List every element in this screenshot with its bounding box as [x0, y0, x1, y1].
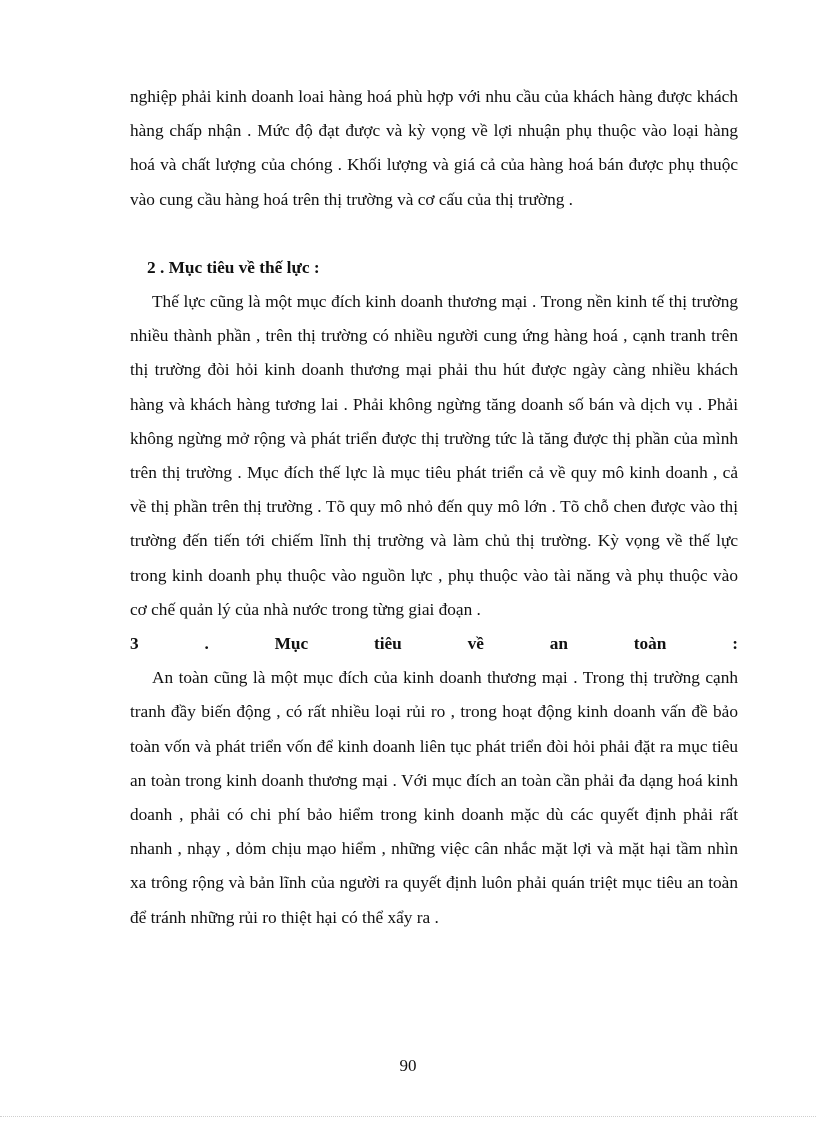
section-3-heading: [130, 627, 738, 661]
page-number: 90: [399, 1056, 417, 1075]
section-3-heading-word: về: [467, 634, 484, 654]
section-3-heading-word: :: [732, 634, 738, 654]
section-3-heading-word: 3: [130, 634, 139, 654]
section-3-heading-word: Mục: [274, 634, 309, 654]
section-3-heading-word: .: [204, 634, 209, 654]
section-3-heading-word: an: [549, 634, 568, 654]
section-2-heading: 2 . Mục tiêu về thế lực :: [147, 257, 320, 277]
section-3-heading-word: tiêu: [373, 634, 402, 654]
page-bottom-divider: [0, 1116, 816, 1117]
section-2-body: Thế lực cũng là một mục đích kinh doanh thương mại . Trong nền kinh tế thị trường nhiều thành phần , trên thị trường có nhiều người cung ứng hàng hoá , cạnh tranh trên thị trường đòi hỏi kinh doanh thương mại phải thu hút được ngày càng nhiều khách hàng và khách hàng tương lai . Phải không ngừng tăng doanh số bán và dịch vụ . Phải không ngừng mở rộng và phát triển được thị trường tức là tăng được thị phần của mình trên thị trường . Mục đích thế lực là mục tiêu phát triển cả về quy mô kinh doanh , cả về thị phần trên thị trường . Tõ quy mô nhỏ đến quy mô lớn . Tõ chỗ chen được vào thị trường đến tiến tới chiếm lĩnh thị trường và làm chủ thị trường. Kỳ vọng về thế lực trong kinh doanh phụ thuộc vào nguồn lực , phụ thuộc vào tài năng và phụ thuộc vào cơ chế quản lý của nhà nước trong từng giai đoạn .: [130, 292, 738, 619]
section-3-body: An toàn cũng là một mục đích của kinh doanh thương mại . Trong thị trường cạnh tranh đầy biến động , có rất nhiều loại rủi ro , trong hoạt động kinh doanh vấn đề bảo toàn vốn và phát triển vốn để kinh doanh liên tục phát triển đòi hỏi phải đặt ra mục tiêu an toàn trong kinh doanh thương mại . Với mục đích an toàn cần phải đa dạng hoá kinh doanh , phải có chi phí bảo hiểm trong kinh doanh mặc dù các quyết định phải rất nhanh , nhạy , dỏm chịu mạo hiểm , những việc cân nhắc mặt lợi và mặt hại tầm nhìn xa trông rộng và bản lĩnh của người ra quyết định luôn phải quán triệt mục tiêu an toàn để tránh những rủi ro thiệt hại có thể xẩy ra .: [130, 668, 738, 927]
section-3-heading-word: toàn: [633, 634, 667, 654]
page-content: [130, 80, 738, 935]
paragraph-intro: nghiệp phải kinh doanh loai hàng hoá phù hợp với nhu cầu của khách hàng được khách hàng chấp nhận . Mức độ đạt được và kỳ vọng về lợi nhuận phụ thuộc vào loại hàng hoá và chất lượng của chóng . Khối lượng và giá cả của hàng hoá bán được phụ thuộc vào cung cầu hàng hoá trên thị trường và cơ cấu của thị trường .: [130, 87, 738, 209]
